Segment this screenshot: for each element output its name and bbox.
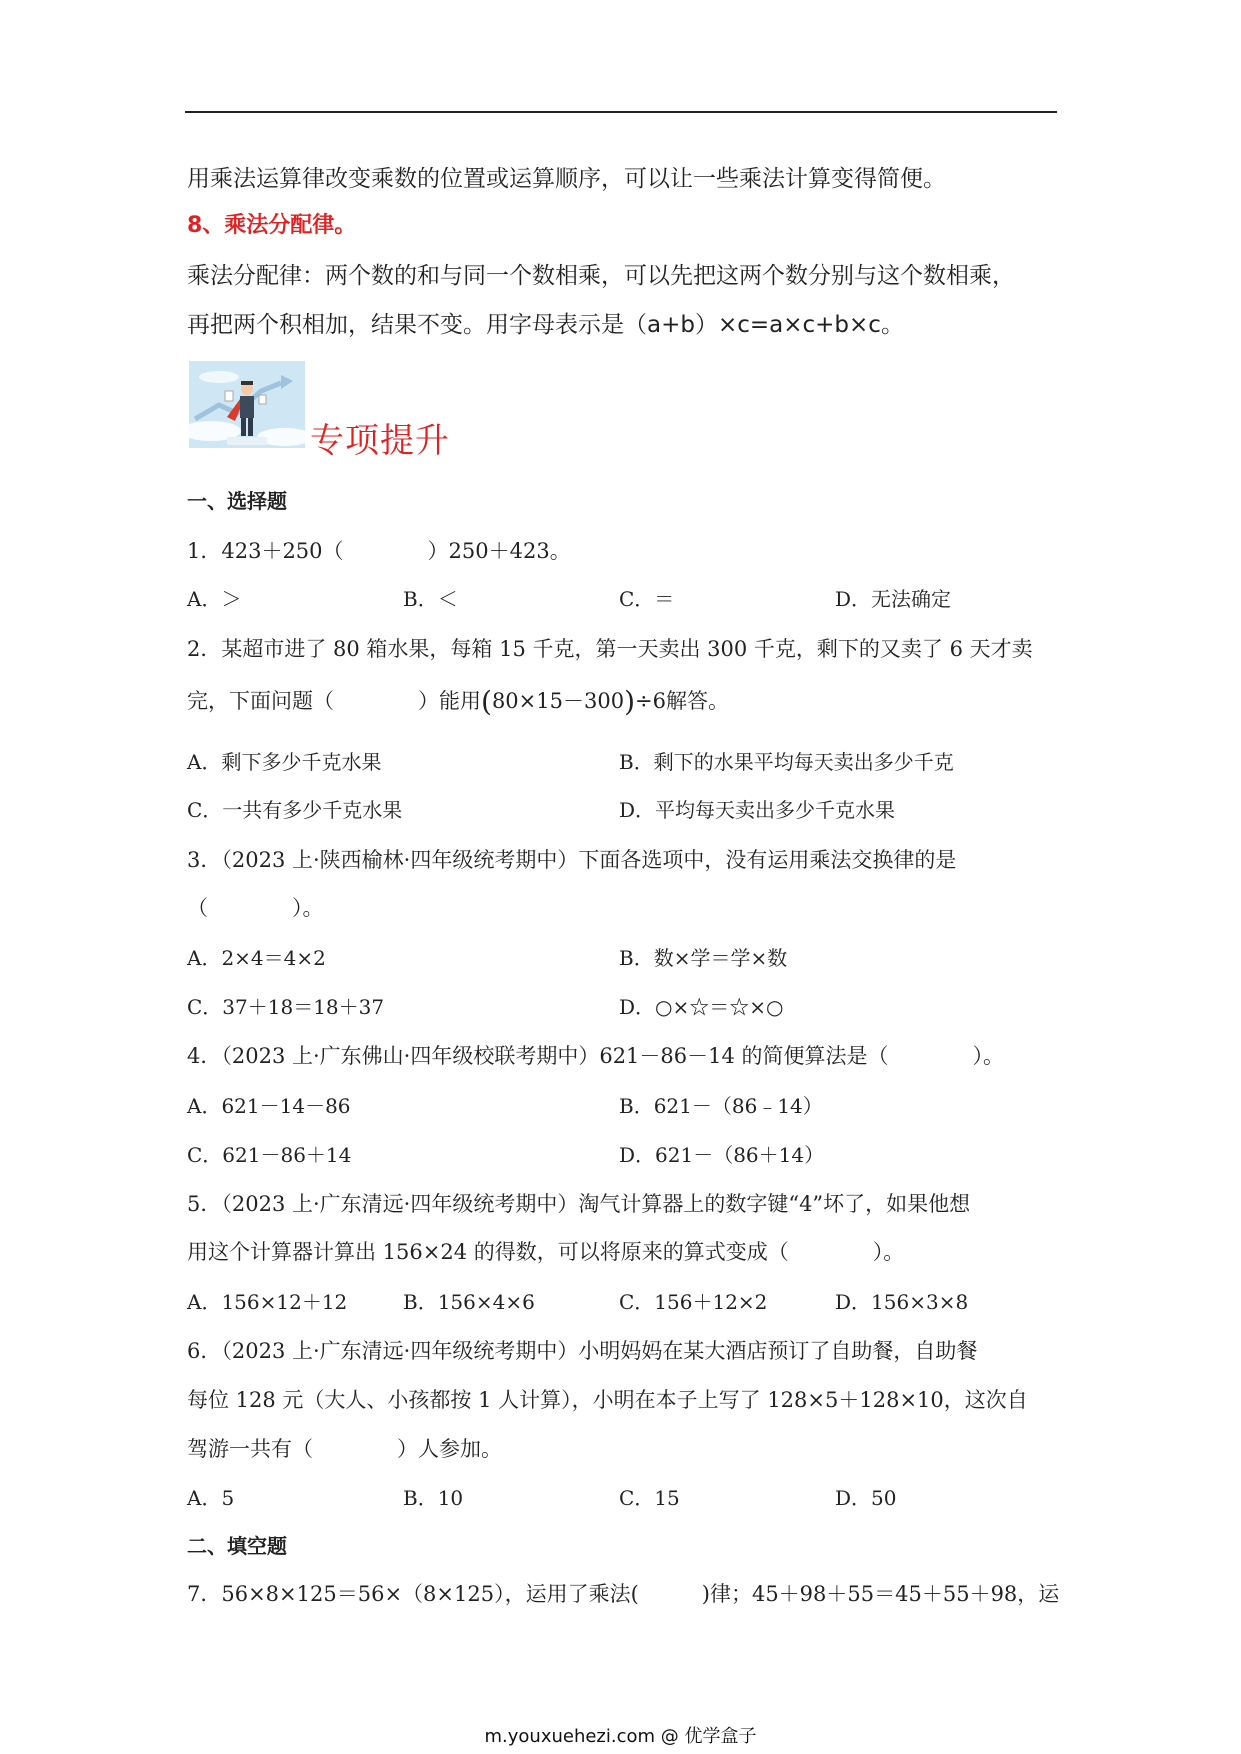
question-2-line1: 2．某超市进了 80 箱水果，每箱 15 千克，第一天卖出 300 千克，剩下的又卖了 6 天才卖 [187,637,1033,661]
question-6-line3: 驾游一共有（ ）人参加。 [187,1437,502,1461]
q4-option-c: C．621－86＋14 [187,1143,352,1167]
q2-option-c: C．一共有多少千克水果 [187,798,403,822]
banner-title: 专项提升 [310,421,450,461]
question-6-line2: 每位 128 元（大人、小孩都按 1 人计算），小明在本子上写了 128×5＋128×10，这次自 [187,1388,1028,1412]
q2-prefix: 完，下面问题（ ）能用 [187,689,481,713]
q5-option-c: C．156＋12×2 [619,1290,768,1314]
header-rule [185,111,1057,113]
question-3-line2: （ ）。 [187,896,324,920]
q5-option-d: D．156×3×8 [835,1290,969,1314]
q2-option-a: A．剩下多少千克水果 [187,750,382,774]
q1-option-d: D．无法确定 [835,587,952,611]
distributive-law-line2: 再把两个积相加，结果不变。用字母表示是（a+b）×c=a×c+b×c。 [187,312,904,338]
q6-option-a: A．5 [187,1486,235,1510]
q3-option-c: C．37＋18＝18＋37 [187,995,385,1019]
q2-suffix: 解答。 [665,689,729,713]
q2-formula-inner: 80×15－300 [491,689,625,713]
distributive-law-line1: 乘法分配律：两个数的和与同一个数相乘，可以先把这两个数分别与这个数相乘， [187,263,1015,289]
question-7-line1: 7．56×8×125＝56×（8×125），运用了乘法( )律；45＋98＋55＝45＋55＋98，运 [187,1582,1060,1606]
q1-option-a: A．＞ [187,587,242,611]
banner-illustration [189,361,305,448]
heading-distributive-law: 8、乘法分配律。 [187,213,357,238]
question-5-line1: 5．（2023 上·广东清远·四年级统考期中）淘气计算器上的数字键“4”坏了，如果他想 [187,1192,971,1216]
q5-option-a: A．156×12＋12 [187,1290,348,1314]
q1-option-c: C．＝ [619,587,675,611]
section-choice: 一、选择题 [187,489,287,513]
footer-watermark: m.youxuehezi.com @ 优学盒子 [484,1726,757,1747]
intro-text: 用乘法运算律改变乘数的位置或运算顺序，可以让一些乘法计算变得简便。 [187,166,946,192]
q5-option-b: B．156×4×6 [403,1290,535,1314]
q3-option-a: A．2×4＝4×2 [187,946,326,970]
q2-option-d: D．平均每天卖出多少千克水果 [619,798,896,822]
q4-option-d: D．621－（86＋14） [619,1143,825,1167]
q3-option-b: B．数×学＝学×数 [619,946,788,970]
q3-option-d: D．○×☆＝☆×○ [619,995,784,1019]
q6-option-b: B．10 [403,1486,464,1510]
q4-option-a: A．621－14－86 [187,1094,351,1118]
q2-formula: (80×15－300)÷6 [481,685,666,718]
q1-option-b: B．＜ [403,587,458,611]
q6-option-c: C．15 [619,1486,680,1510]
section-fill-blank: 二、填空题 [187,1534,287,1558]
q2-formula-tail: ÷6 [635,689,666,713]
question-4-line1: 4．（2023 上·广东佛山·四年级校联考期中）621－86－14 的简便算法是（ ）。 [187,1044,1005,1068]
q6-option-d: D．50 [835,1486,897,1510]
q2-option-b: B．剩下的水果平均每天卖出多少千克 [619,750,954,774]
q4-option-b: B．621－（86﹣14） [619,1094,823,1118]
question-3-line1: 3．（2023 上·陕西榆林·四年级统考期中）下面各选项中，没有运用乘法交换律的是 [187,848,957,872]
question-2-line2 [187,685,729,718]
question-5-line2: 用这个计算器计算出 156×24 的得数，可以将原来的算式变成（ ）。 [187,1240,905,1264]
question-6-line1: 6．（2023 上·广东清远·四年级统考期中）小明妈妈在某大酒店预订了自助餐，自助餐 [187,1339,978,1363]
question-1: 1．423＋250（ ）250＋423。 [187,539,571,563]
